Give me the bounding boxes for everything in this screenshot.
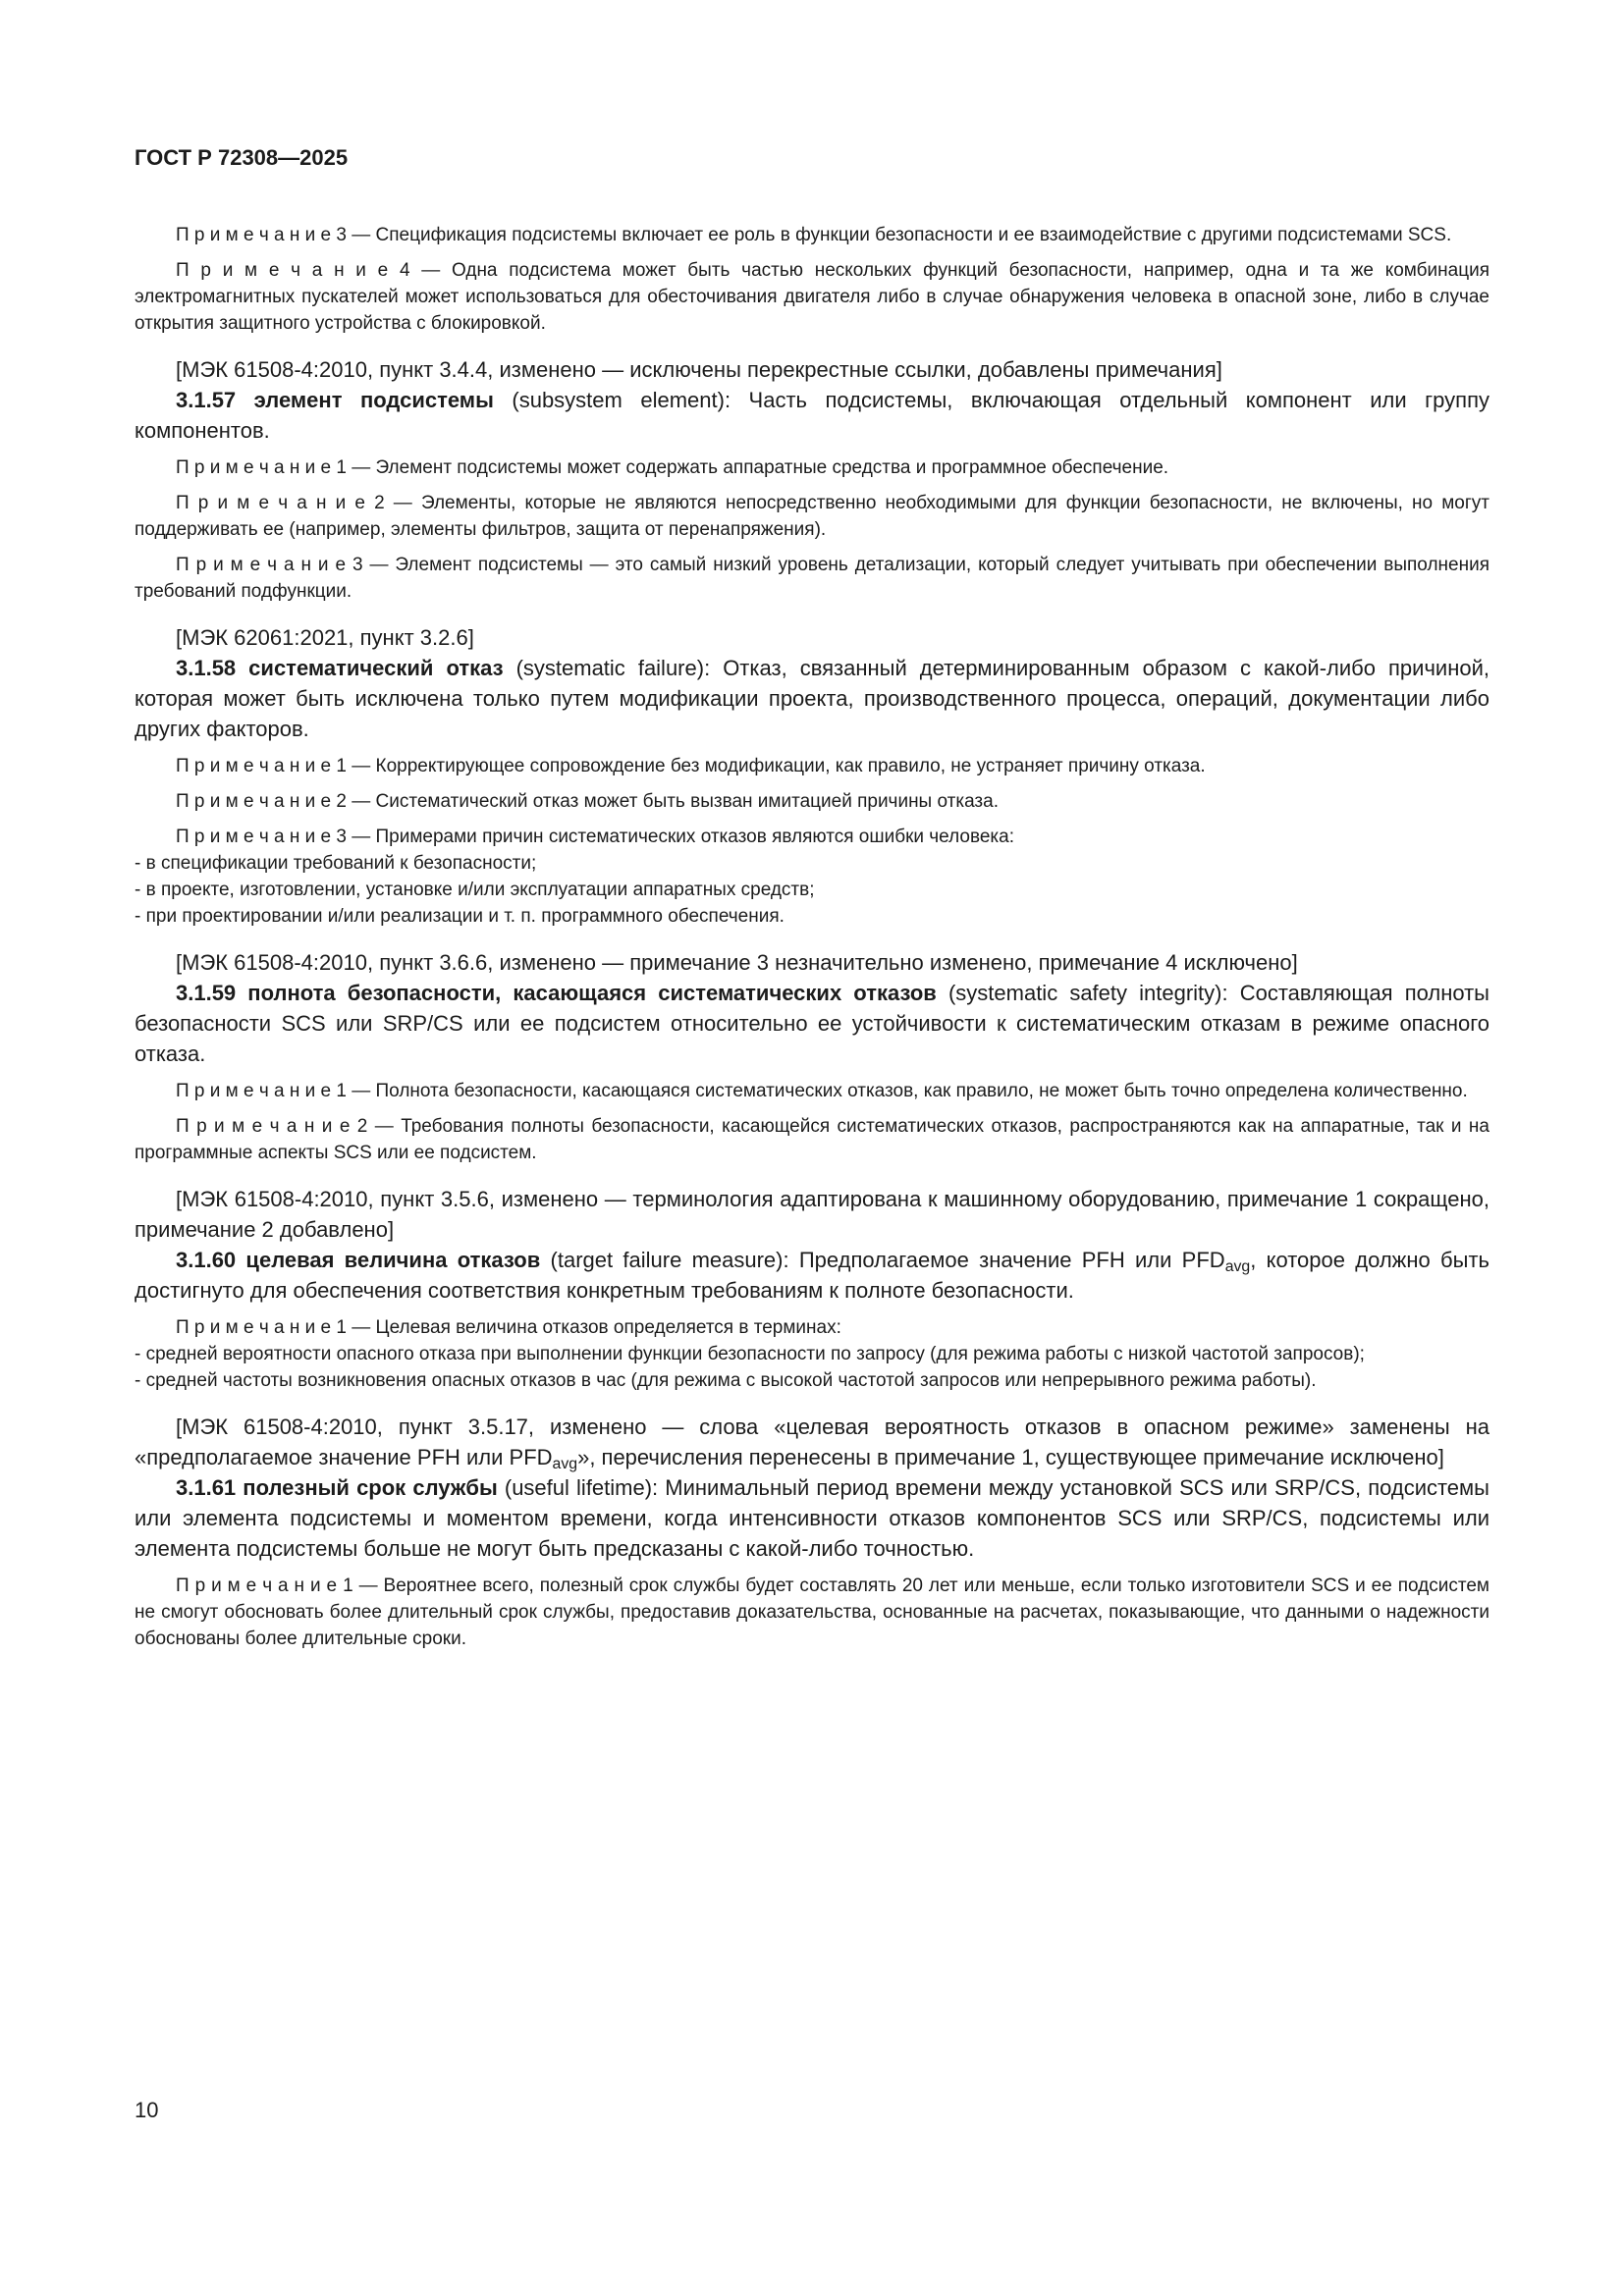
text-run: П р и м е ч а н и е 3 — Примерами причин систематических отказов являются ошибки человека: bbox=[176, 827, 1015, 847]
term-label: 3.1.58 систематический отказ bbox=[176, 656, 504, 680]
term-label: 3.1.57 элемент подсистемы bbox=[176, 388, 494, 412]
paragraph-note bbox=[135, 1573, 1489, 1652]
paragraph-term bbox=[135, 1472, 1489, 1564]
text-run: , которое должно быть достигнуто для обеспечения соответствия конкретным требованиям к полноте безопасности. bbox=[135, 1248, 1489, 1303]
document-body bbox=[135, 222, 1489, 1652]
text-run: (subsystem element): Часть подсистемы, включающая отдельный компонент или группу компонентов. bbox=[135, 388, 1490, 443]
text-run: П р и м е ч а н и е 1 — Корректирующее сопровождение без модификации, как правило, не устраняет причину отказа. bbox=[176, 756, 1206, 776]
paragraph-list bbox=[135, 903, 1489, 930]
page-number: 10 bbox=[135, 2098, 159, 2122]
paragraph-note bbox=[135, 490, 1489, 543]
paragraph-list bbox=[135, 1367, 1489, 1394]
text-run: - в спецификации требований к безопасности; bbox=[135, 853, 537, 874]
text-run: [МЭК 61508-4:2010, пункт 3.6.6, изменено — примечание 3 незначительно изменено, примечание 4 исключено] bbox=[176, 950, 1298, 975]
paragraph-note bbox=[135, 222, 1489, 248]
text-run: - в проекте, изготовлении, установке и/или эксплуатации аппаратных средств; bbox=[135, 880, 815, 900]
paragraph-term bbox=[135, 653, 1489, 744]
text-run: [МЭК 61508-4:2010, пункт 3.5.17, изменено — слова «целевая вероятность отказов в опасном режиме» заменены на «предполагаемое значение PFH или PFD bbox=[135, 1415, 1489, 1469]
paragraph-note bbox=[135, 257, 1489, 337]
term-label: 3.1.60 целевая величина отказов bbox=[176, 1248, 541, 1272]
text-run: - при проектировании и/или реализации и т. п. программного обеспечения. bbox=[135, 906, 785, 927]
text-run: (target failure measure): Предполагаемое значение PFH или PFD bbox=[540, 1248, 1225, 1272]
text-run: П р и м е ч а н и е 1 — Целевая величина отказов определяется в терминах: bbox=[176, 1317, 841, 1338]
page-footer bbox=[135, 2098, 158, 2123]
term-label: 3.1.59 полнота безопасности, касающаяся систематических отказов bbox=[176, 981, 937, 1005]
paragraph-note bbox=[135, 824, 1489, 850]
text-run: (systematic safety integrity): Составляющая полноты безопасности SCS или SRP/CS или ее подсистем относительно ее устойчивости к систематическим отказам в режиме опасного отказа. bbox=[135, 981, 1489, 1066]
paragraph-note bbox=[135, 1078, 1489, 1104]
paragraph-ref bbox=[135, 622, 1489, 653]
paragraph-term bbox=[135, 1245, 1489, 1306]
text-run: [МЭК 61508-4:2010, пункт 3.5.6, изменено — терминология адаптирована к машинному оборудованию, примечание 1 сокращено, примечание 2 добавлено] bbox=[135, 1187, 1489, 1242]
paragraph-list bbox=[135, 850, 1489, 877]
subscript-run: avg bbox=[552, 1455, 578, 1472]
paragraph-ref bbox=[135, 354, 1489, 385]
text-run: П р и м е ч а н и е 3 — Элемент подсистемы — это самый низкий уровень детализации, который следует учитывать при обеспечении выполнения требований подфункции. bbox=[135, 555, 1489, 602]
text-run: П р и м е ч а н и е 4 — Одна подсистема может быть частью нескольких функций безопасности, например, одна и та же комбинация электромагнитных пускателей может использоваться для обесточивания двигателя либо в случае обнаружения человека в опасной зоне, либо в случае открытия защитного устройства с блокировкой. bbox=[135, 260, 1489, 334]
text-run: (systematic failure): Отказ, связанный детерминированным образом с какой-либо причиной, которая может быть исключена только путем модификации проекта, производственного процесса, операций, документации либо других факторов. bbox=[135, 656, 1489, 741]
text-run: П р и м е ч а н и е 3 — Спецификация подсистемы включает ее роль в функции безопасности и ее взаимодействие с другими подсистемами SCS. bbox=[176, 225, 1452, 245]
paragraph-note bbox=[135, 753, 1489, 779]
paragraph-ref bbox=[135, 947, 1489, 978]
text-run: П р и м е ч а н и е 2 — Требования полноты безопасности, касающейся систематических отказов, распространяются как на аппаратные, так и на программные аспекты SCS или ее подсистем. bbox=[135, 1116, 1489, 1163]
page-header bbox=[135, 145, 1489, 171]
paragraph-note bbox=[135, 788, 1489, 815]
text-run: (useful lifetime): Минимальный период времени между установкой SCS или SRP/CS, подсистемы или элемента подсистемы и моментом времени, когда интенсивности отказов компонентов SCS или SRP/CS, подсистемы или элемента подсистемы больше не могут быть предсказаны с какой-либо точностью. bbox=[135, 1475, 1489, 1561]
paragraph-term bbox=[135, 385, 1489, 446]
text-run: », перечисления перенесены в примечание 1, существующее примечание исключено] bbox=[577, 1445, 1444, 1469]
text-run: П р и м е ч а н и е 1 — Элемент подсистемы может содержать аппаратные средства и программное обеспечение. bbox=[176, 457, 1169, 478]
subscript-run: avg bbox=[1224, 1257, 1251, 1275]
text-run: П р и м е ч а н и е 1 — Вероятнее всего, полезный срок службы будет составлять 20 лет или меньше, если только изготовители SCS и ее подсистем не смогут обосновать более длительный срок службы, предоставив доказательства, основанные на расчетах, показывающие, что данными о надежности обоснованы более длительные сроки. bbox=[135, 1575, 1489, 1649]
paragraph-note bbox=[135, 552, 1489, 605]
paragraph-note bbox=[135, 1314, 1489, 1341]
text-run: П р и м е ч а н и е 2 — Систематический отказ может быть вызван имитацией причины отказа. bbox=[176, 791, 999, 812]
paragraph-note bbox=[135, 454, 1489, 481]
paragraph-term bbox=[135, 978, 1489, 1069]
text-run: - средней частоты возникновения опасных отказов в час (для режима с высокой частотой запросов или непрерывного режима работы). bbox=[135, 1370, 1317, 1391]
text-run: - средней вероятности опасного отказа при выполнении функции безопасности по запросу (для режима работы с низкой частотой запросов); bbox=[135, 1344, 1365, 1364]
text-run: П р и м е ч а н и е 1 — Полнота безопасности, касающаяся систематических отказов, как правило, не может быть точно определена количественно. bbox=[176, 1081, 1468, 1101]
paragraph-note bbox=[135, 1113, 1489, 1166]
paragraph-list bbox=[135, 877, 1489, 903]
doc-number: ГОСТ Р 72308—2025 bbox=[135, 145, 349, 170]
paragraph-ref bbox=[135, 1412, 1489, 1472]
term-label: 3.1.61 полезный срок службы bbox=[176, 1475, 498, 1500]
text-run: [МЭК 62061:2021, пункт 3.2.6] bbox=[176, 625, 474, 650]
text-run: П р и м е ч а н и е 2 — Элементы, которые не являются непосредственно необходимыми для функции безопасности, не включены, но могут поддерживать ее (например, элементы фильтров, защита от перенапряжения). bbox=[135, 493, 1489, 540]
text-run: [МЭК 61508-4:2010, пункт 3.4.4, изменено — исключены перекрестные ссылки, добавлены примечания] bbox=[176, 357, 1222, 382]
paragraph-list bbox=[135, 1341, 1489, 1367]
paragraph-ref bbox=[135, 1184, 1489, 1245]
